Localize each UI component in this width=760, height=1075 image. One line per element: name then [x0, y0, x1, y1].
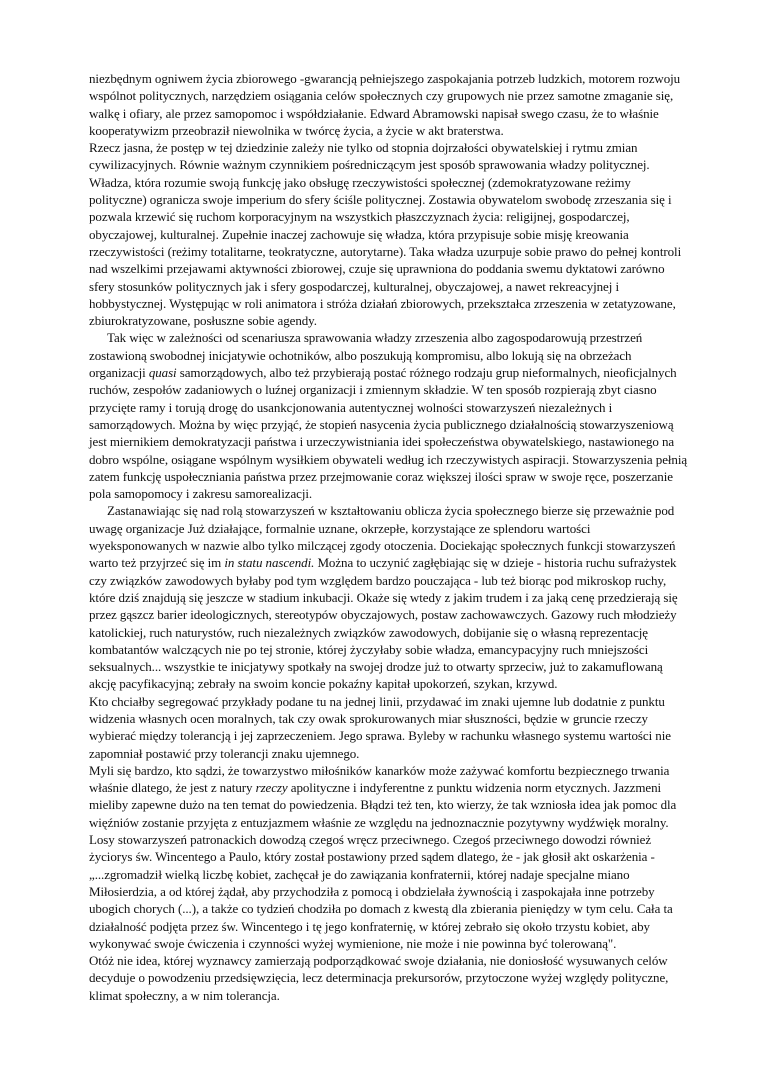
text-run: niezbędnym ogniwem życia zbiorowego -gwarancją pełniejszego zaspokajania potrzeb ludzkich, motorem rozwoju wspólnot politycznych, narzędziem osiągania celów społecznych czy grupowych nie przez samotne zmaganie się, walkę i ofiary, ale przez samopomoc i współdziałanie. Edward Abramowski napisał swego czasu, że to właśnie kooperatywizm przeobraził niewolnika w twórcę życia, a życie w akt braterstwa. [89, 71, 681, 138]
text-run: apolityczne i indyferentne z punktu widzenia norm etycznych. Jazzmeni mieliby zapewne dużo na ten temat do powiedzenia. Błądzi też ten, kto wierzy, że tak wzniosła idea jak pomoc dla więźniów zostanie przyjęta z entuzjazmem właśnie ze względu na jednoznacznie pozytywny wydźwięk moralny. Losy stowarzyszeń patronackich dowodzą czegoś wręcz przeciwnego. Czegoś przeciwnego dowodzi również życiorys św. Wincentego a Paulo, który został postawiony przed sądem dlatego, że - jak głosił akt oskarżenia - „...zgromadził wielką liczbę kobiet, zachęcał je do zawiązania konfraternii, której nadaje specjalne miano Miłosierdzia, a od której żądał, aby przychodziła z pomocą i obdzielała żywnością i zaspokajała inne potrzeby ubogich chorych (...), a także co tydzień chodziła po domach z kwestą dla zbierania pieniędzy w tym celu. Cała ta działalność podjęta przez św. Wincentego i tę jego konfraternię, w której zebrało się około trzystu kobiet, aby wykonywać swoje ćwiczenia i czynności wyżej wymienione, nie może i nie powinna być tolerowaną". [89, 780, 677, 951]
paragraph [89, 139, 689, 329]
text-run: Można to uczynić zagłębiając się w dzieje - historia ruchu sufrażystek czy związków zawodowych byłaby pod tym względem bardzo pouczająca - lub też biorąc pod mikroskop ruchy, które dziś znajdują się jeszcze w stadium inkubacji. Okaże się wtedy z jakim trudem i za jaką cenę przedzierają się przez gąszcz barier ideologicznych, stereotypów obyczajowych, postaw zachowawczych. Gazowy ruch młodzieży katolickiej, ruch naturystów, ruch niezależnych związków zawodowych, dobijanie się o własną reprezentację kombatantów walczących nie po tej stronie, której życzyłaby sobie władza, emancypacyjny ruch mniejszości seksualnych... wszystkie te inicjatywy spotkały na swojej drodze już to otwarty sprzeciw, już to zakamuflowaną akcję pacyfikacyjną; zebrały na swoim koncie pokaźny kapitał upokorzeń, szykan, krzywd. [89, 555, 678, 692]
document-page [89, 70, 689, 1004]
paragraph [89, 952, 689, 1004]
italic-term: quasi [148, 365, 177, 381]
text-run: Tak więc w zależności od scenariusza sprawowania władzy zrzeszenia albo zagospodarowują przestrzeń zostawioną swobodnej inicjatywie ochotników, albo poszukują kompromisu, albo lokują się na obrzeżach organizacji [89, 330, 643, 381]
paragraph [89, 693, 689, 762]
text-run: Rzecz jasna, że postęp w tej dziedzinie zależy nie tylko od stopnia dojrzałości obywatelskiej i rytmu zmian cywilizacyjnych. Równie ważnym czynnikiem pośredniczącym jest sposób sprawowania władzy politycznej. Władza, która rozumie swoją funkcję jako obsługę rzeczywistości społecznej (zdemokratyzowane reżimy polityczne) ogranicza swoje imperium do sfery ściśle politycznej. Zostawia obywatelom swobodę zrzeszania się i pozwala krzewić się ruchom korporacyjnym na wszystkich płaszczyznach życia: religijnej, gospodarczej, obyczajowej, kulturalnej. Zupełnie inaczej zachowuje się władza, która przypisuje sobie misję kreowania rzeczywistości (reżimy totalitarne, teokratyczne, autorytarne). Taka władza uzurpuje sobie prawo do pełnej kontroli nad wszelkimi przejawami aktywności zbiorowej, czuje się uprawniona do poddania swemu dyktatowi zarówno sfery stosunków politycznych jak i sfery gospodarczej, kulturalnej, obyczajowej, a nawet rekreacyjnej i hobbystycznej. Występując w roli animatora i stróża działań zbiorowych, przekształca zrzeszenia w zetatyzowane, zbiurokratyzowane, posłuszne sobie agendy. [89, 140, 682, 329]
text-run: Kto chciałby segregować przykłady podane tu na jednej linii, przydawać im znaki ujemne lub dodatnie z punktu widzenia własnych ocen moralnych, tak czy owak sprokurowanych miar słuszności, będzie w gruncie rzeczy wybierać między tolerancją i jej zaprzeczeniem. Jego sprawa. Byleby w rachunku własnego systemu wartości nie zapomniał postawić przy tolerancji znaku ujemnego. [89, 693, 671, 761]
text-run: Myli się bardzo, kto sądzi, że towarzystwo miłośników kanarków może zażywać komfortu bezpiecznego trwania właśnie dlatego, że jest z natury [89, 762, 670, 796]
paragraph [89, 329, 689, 502]
paragraph [89, 70, 689, 139]
text-run: Zastanawiając się nad rolą stowarzyszeń w kształtowaniu oblicza życia społecznego bierze się przeważnie pod uwagę organizacje Już działające, formalnie uznane, okrzepłe, korzystające ze splendoru wartości wyeksponowanych w nazwie albo tylko milczącej zgody otoczenia. Dociekając społecznych funkcji stowarzyszeń warto też przyjrzeć się im [89, 503, 676, 571]
text-run: samorządowych, albo też przybierają postać różnego rodzaju grup nieformalnych, nieoficjalnych ruchów, zespołów zadaniowych o luźnej organizacji i zmiennym składzie. W ten sposób rozpierają zbyt ciasno przycięte ramy i torują drogę do usankcjonowania autentycznej wolności stowarzyszeń niezależnych i samorządowych. Można by więc przyjąć, że stopień nasycenia życia publicznego działalnością stowarzyszeniową jest miernikiem demokratyzacji państwa i urzeczywistniania idei społeczeństwa obywatelskiego, nastawionego na dobro wspólne, osiągane wspólnym wysiłkiem obywateli według ich rzeczywistych aspiracji. Stowarzyszenia pełnią zatem funkcję uspołeczniania państwa przez przejmowanie coraz większej ilości spraw w swoje ręce, poszerzanie pola samopomocy i zakresu samorealizacji. [89, 365, 688, 502]
italic-term: rzeczy [255, 780, 288, 796]
paragraph [89, 502, 689, 692]
paragraph [89, 762, 689, 952]
italic-term: in statu nascendi. [224, 555, 315, 571]
text-run: Otóż nie idea, której wyznawcy zamierzają podporządkować swoje działania, nie doniosłość wysuwanych celów decyduje o powodzeniu przedsięwzięcia, lecz determinacja prekursorów, przytoczone wyżej względy polityczne, klimat społeczny, a w nim tolerancja. [89, 953, 669, 1003]
